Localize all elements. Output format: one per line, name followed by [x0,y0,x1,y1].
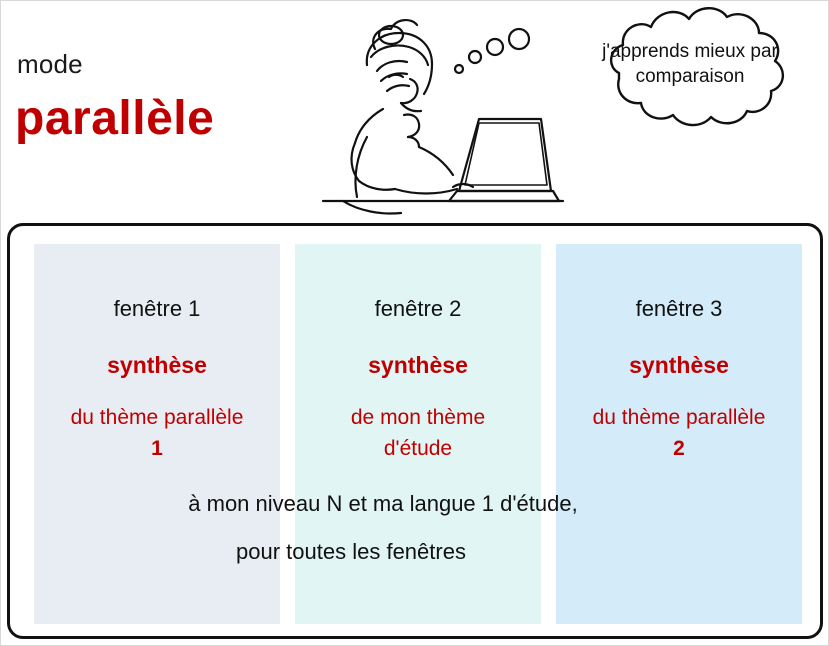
page-title: parallèle [15,92,215,145]
window-2-synthesis-label: synthèse [368,352,468,378]
window-2-desc-line1: de mon thème [350,406,486,429]
window-1-synthesis-label: synthèse [107,352,207,378]
window-3-synthesis-label: synthèse [629,352,729,378]
window-1-title: fenêtre 1 [113,296,201,321]
window-3-desc-line2: 2 [673,437,685,460]
windows-columns [34,244,802,624]
window-3-desc-line1: du thème parallèle [592,406,766,429]
window-column-3 [556,244,802,624]
person-thinking-at-laptop-icon [263,5,573,227]
footer-line-2-text: pour toutes les fenêtres [236,539,466,564]
window-2-title: fenêtre 2 [374,296,462,321]
thought-bubble-text: j'apprends mieux par comparaison [602,41,778,87]
footer-line-1-text: à mon niveau N et ma langue 1 d'étude, [188,491,578,516]
header [1,1,829,223]
window-1-desc-line1: du thème parallèle [70,406,244,429]
window-1-description [34,402,280,464]
window-3-description [556,402,802,464]
window-column-1 [34,244,280,624]
window-2-description [295,402,541,464]
window-3-title: fenêtre 3 [635,296,723,321]
mode-label: mode [17,49,83,79]
window-1-desc-line2: 1 [151,437,163,460]
window-2-desc-line2: d'étude [383,437,453,460]
window-column-2 [295,244,541,624]
windows-panel [7,223,823,639]
